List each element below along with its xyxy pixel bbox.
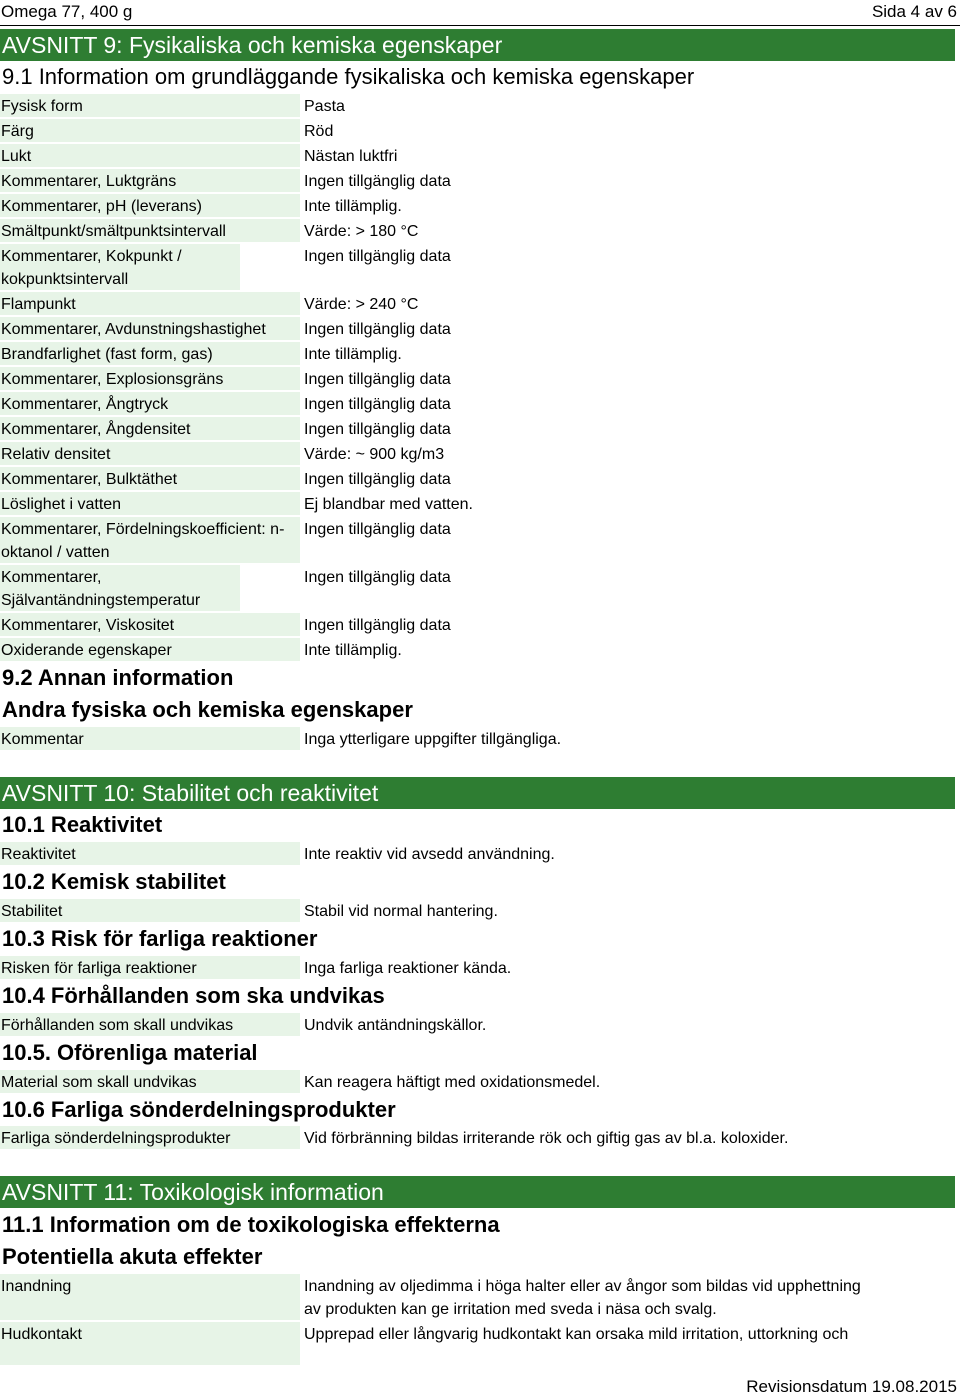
property-value: Upprepad eller långvarig hudkontakt kan orsaka mild irritation, uttorkning och [304, 1326, 849, 1343]
property-value: Ingen tillgänglig data [304, 371, 451, 388]
property-label: Risken för farliga reaktioner [0, 956, 300, 979]
property-value: Inandning av oljedimma i höga halter eller av ångor som bildas vid upphettning av produkten kan ge irritation med sveda i näsa och svalg. [304, 1278, 861, 1318]
property-label: Löslighet i vatten [0, 492, 300, 515]
property-label: Hudkontakt [0, 1322, 300, 1365]
property-value: Inga farliga reaktioner kända. [304, 960, 512, 977]
subsection-heading: 10.1 Reaktivitet [2, 812, 163, 837]
property-value: Ingen tillgänglig data [304, 521, 451, 538]
property-value: Ingen tillgänglig data [304, 471, 451, 488]
subsection-heading: 10.3 Risk för farliga reaktioner [2, 926, 318, 951]
property-label: Material som skall undvikas [0, 1070, 300, 1093]
property-value: Ingen tillgänglig data [304, 617, 451, 634]
property-value: Ingen tillgänglig data [304, 248, 451, 265]
page-header [0, 0, 960, 28]
property-label: Oxiderande egenskaper [0, 638, 300, 661]
property-label: Kommentarer, Explosionsgräns [0, 367, 300, 390]
property-label: Förhållanden som skall undvikas [0, 1013, 300, 1036]
property-value: Stabil vid normal hantering. [304, 903, 498, 920]
property-value: Pasta [304, 98, 345, 115]
property-value: Inte tillämplig. [304, 346, 402, 363]
document-product-name: Omega 77, 400 g [1, 2, 133, 21]
property-label: Relativ densitet [0, 442, 300, 465]
property-value: Värde: > 240 °C [304, 296, 419, 313]
section-9-bar [0, 29, 955, 61]
property-value: Ingen tillgänglig data [304, 396, 451, 413]
section-11-bar [0, 1176, 955, 1208]
property-label: Stabilitet [0, 899, 300, 922]
section-11-1-heading: 11.1 Information om de toxikologiska effekterna [2, 1212, 500, 1237]
property-value: Nästan luktfri [304, 148, 398, 165]
property-label: Fysisk form [0, 94, 300, 117]
property-value: Ingen tillgänglig data [304, 421, 451, 438]
property-label: Reaktivitet [0, 842, 300, 865]
property-label: Kommentarer, Fördelningskoefficient: n-oktanol / vatten [0, 517, 300, 563]
subsection-heading: 10.4 Förhållanden som ska undvikas [2, 983, 385, 1008]
property-label: Kommentarer, Ångdensitet [0, 417, 300, 440]
property-label: Kommentarer, Kokpunkt / kokpunktsintervall [0, 244, 240, 290]
property-value: Ingen tillgänglig data [304, 173, 451, 190]
property-value: Ej blandbar med vatten. [304, 496, 473, 513]
property-value: Ingen tillgänglig data [304, 321, 451, 338]
property-value: Inte tillämplig. [304, 198, 402, 215]
property-label: Kommentarer, Bulktäthet [0, 467, 300, 490]
other-properties-heading: Andra fysiska och kemiska egenskaper [2, 697, 413, 722]
property-label: Kommentarer, pH (leverans) [0, 194, 300, 217]
property-value: Värde: > 180 °C [304, 223, 419, 240]
section-11-title: AVSNITT 11: Toxikologisk information [2, 1179, 384, 1205]
property-label: Inandning [0, 1274, 300, 1320]
section-9-1-heading: 9.1 Information om grundläggande fysikaliska och kemiska egenskaper [2, 64, 695, 89]
section-9-2-heading: 9.2 Annan information [2, 665, 234, 690]
property-label: Kommentarer, Självantändningstemperatur [0, 565, 240, 611]
property-value: Inte reaktiv vid avsedd användning. [304, 846, 555, 863]
header-divider [0, 25, 960, 26]
property-value: Undvik antändningskällor. [304, 1017, 487, 1034]
property-label: Smältpunkt/smältpunktsintervall [0, 219, 300, 242]
property-label: Lukt [0, 144, 300, 167]
subsection-heading: 10.5. Oförenliga material [2, 1040, 258, 1065]
property-label: Farliga sönderdelningsprodukter [0, 1126, 300, 1149]
property-value: Kan reagera häftigt med oxidationsmedel. [304, 1074, 601, 1091]
section-10-title: AVSNITT 10: Stabilitet och reaktivitet [2, 780, 379, 806]
property-label: Kommentarer, Avdunstningshastighet [0, 317, 300, 340]
property-value: Röd [304, 123, 334, 140]
page-number: Sida 4 av 6 [871, 2, 957, 21]
property-label: Kommentar [0, 727, 300, 750]
subsection-heading: 10.6 Farliga sönderdelningsprodukter [2, 1097, 396, 1122]
property-value: Vid förbränning bildas irriterande rök och giftig gas av bl.a. koloxider. [304, 1130, 789, 1147]
property-value: Ingen tillgänglig data [304, 569, 451, 586]
property-label: Kommentarer, Luktgräns [0, 169, 300, 192]
property-value: Inga ytterligare uppgifter tillgängliga. [304, 731, 562, 748]
property-value: Värde: ~ 900 kg/m3 [304, 446, 445, 463]
property-label: Kommentarer, Viskositet [0, 613, 300, 636]
section-9-title: AVSNITT 9: Fysikaliska och kemiska egenskaper [2, 32, 503, 58]
section-10-bar [0, 777, 955, 809]
property-label: Flampunkt [0, 292, 300, 315]
acute-effects-heading: Potentiella akuta effekter [2, 1244, 263, 1269]
subsection-heading: 10.2 Kemisk stabilitet [2, 869, 226, 894]
property-label: Färg [0, 119, 300, 142]
property-label: Brandfarlighet (fast form, gas) [0, 342, 300, 365]
property-value: Inte tillämplig. [304, 642, 402, 659]
property-label: Kommentarer, Ångtryck [0, 392, 300, 415]
revision-date: Revisionsdatum 19.08.2015 [746, 1377, 957, 1396]
